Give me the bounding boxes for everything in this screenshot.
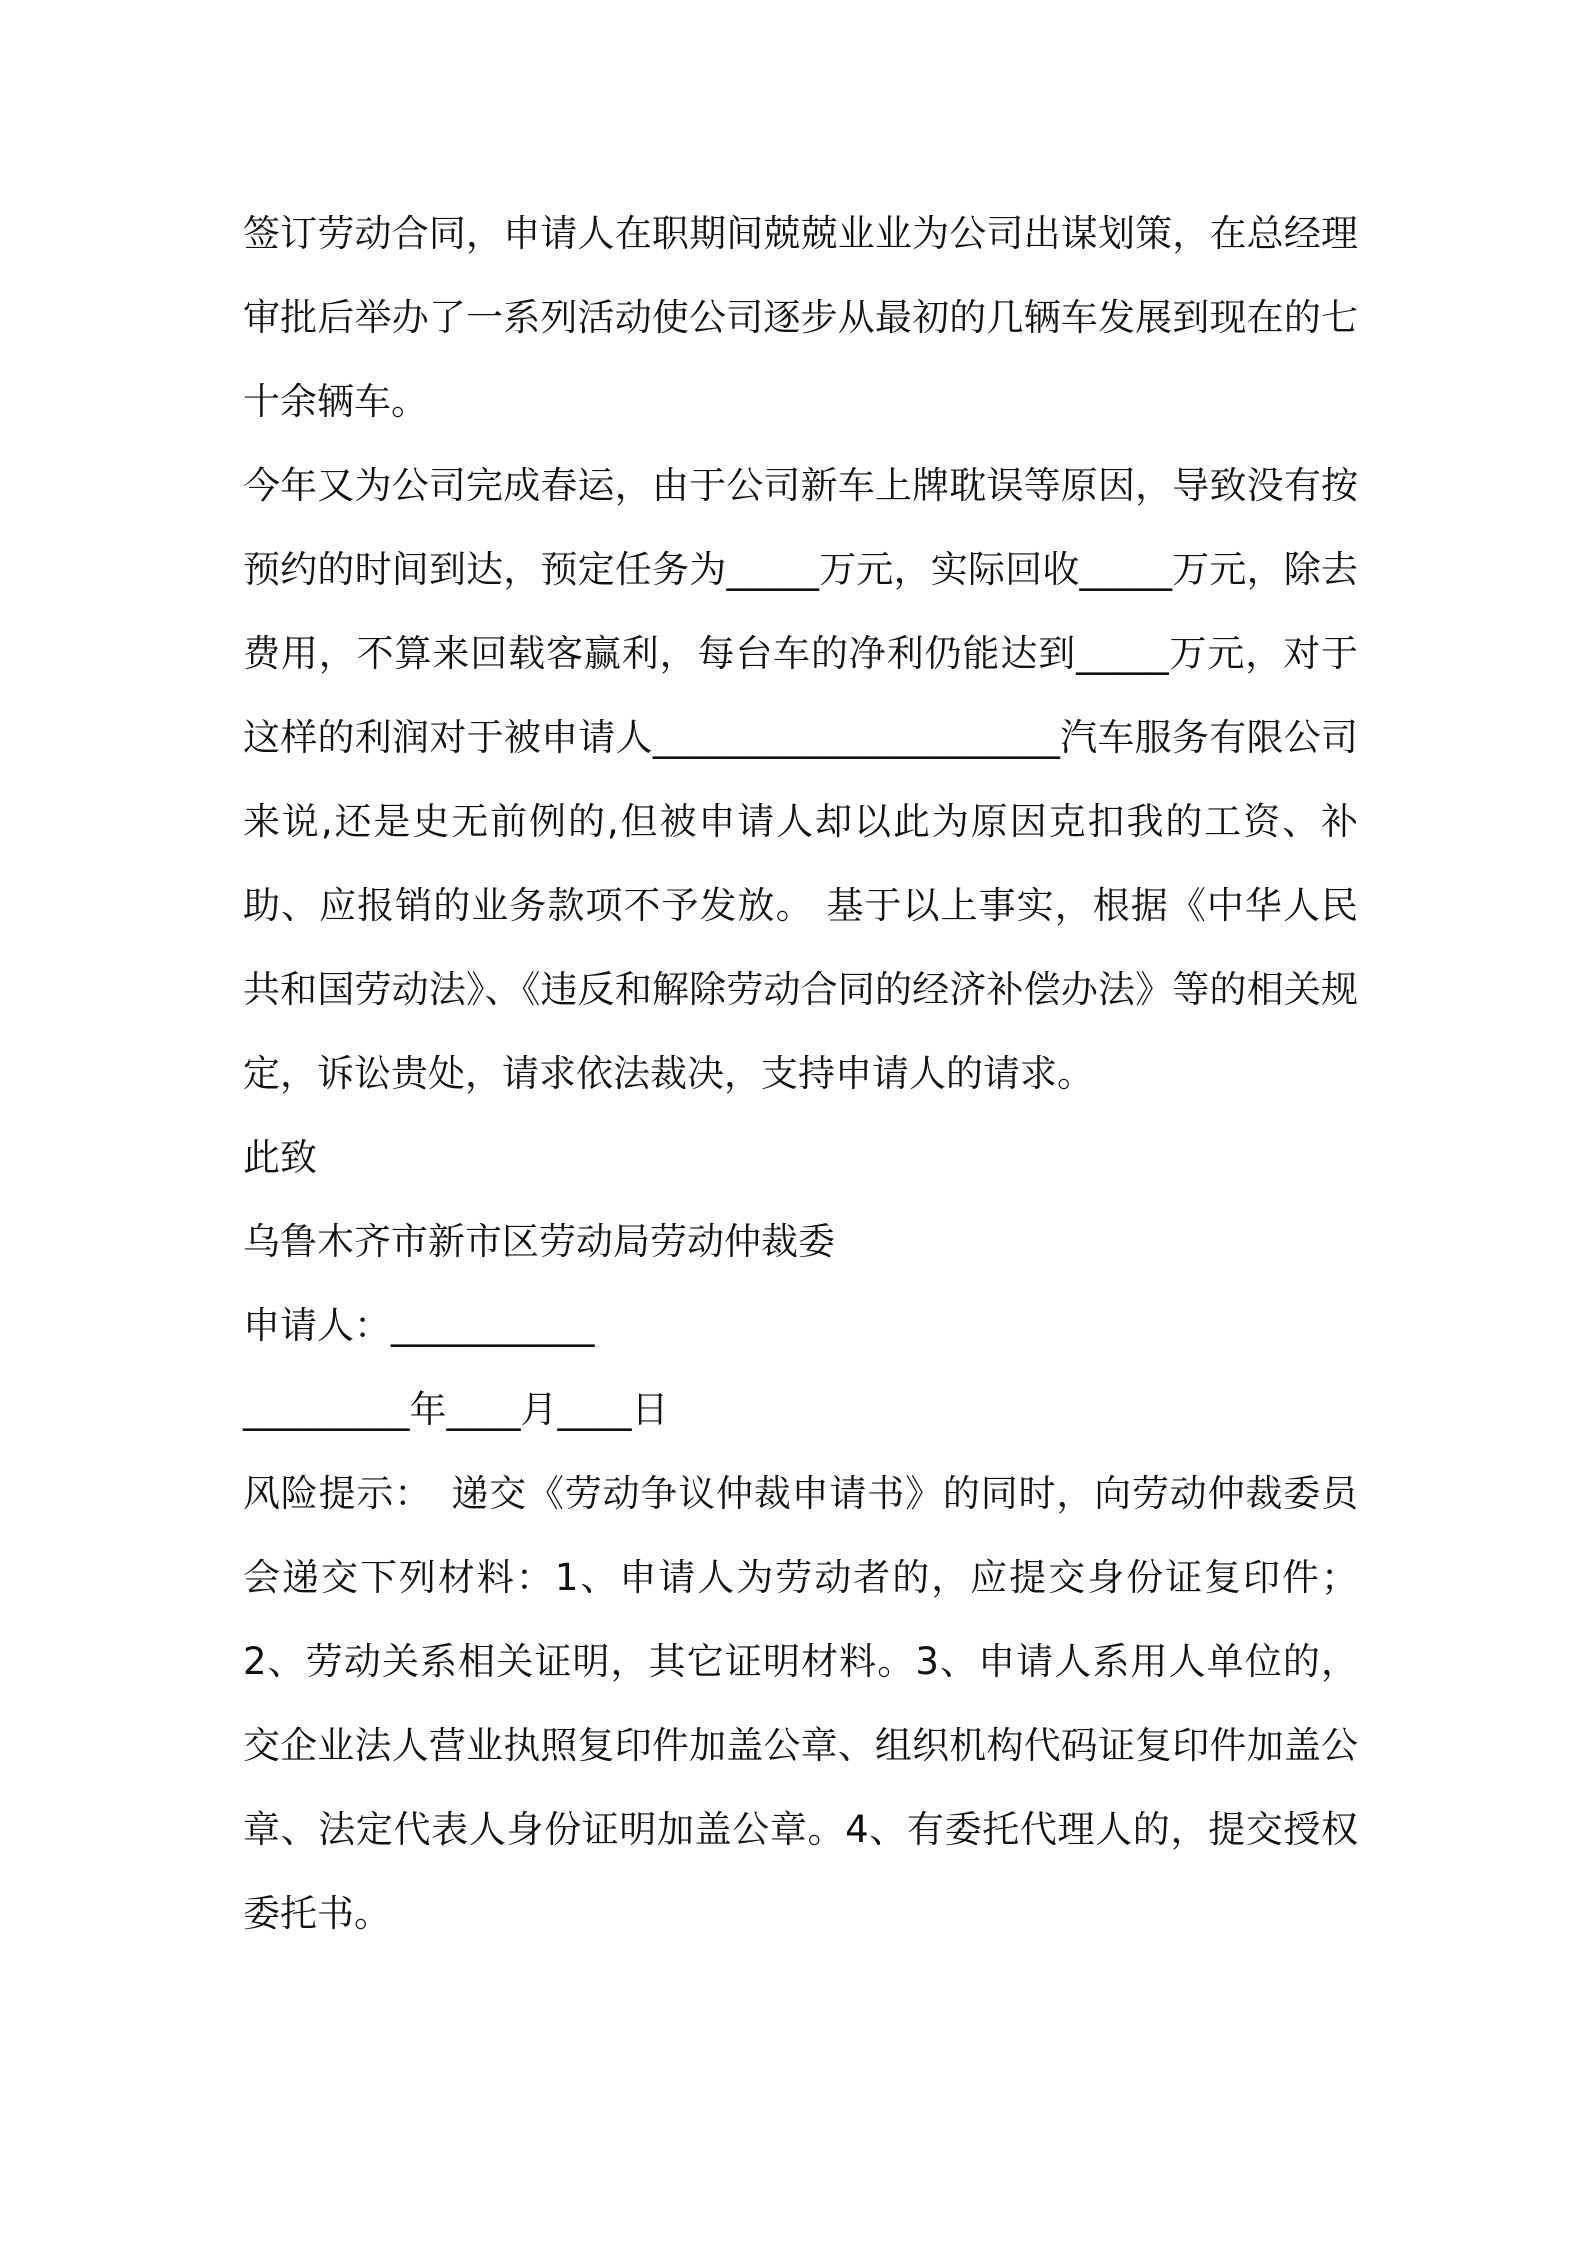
paragraph-employment-history: 签订劳动合同，申请人在职期间兢兢业业为公司出谋划策，在总经理审批后举办了一系列活动使公司逐步从最初的几辆车发展到现在的七十余辆车。 — [243, 212, 1358, 423]
risk-notice-paragraph: 风险提示： 递交《劳动争议仲裁申请书》的同时，向劳动仲裁委员会递交下列材料：1、申请人为劳动者的，应提交身份证复印件；2、劳动关系相关证明，其它证明材料。3、申请人系用人单位的，交企业法人营业执照复印件加盖公章、组织机构代码证复印件加盖公章、法定代表人身份证明加盖公章。4、有委托代理人的，提交授权委托书。 — [243, 1472, 1358, 1935]
date-line: _________年____月____日 — [243, 1388, 669, 1431]
document-body — [243, 192, 1358, 1956]
closing-salutation: 此致 — [243, 1136, 317, 1179]
applicant-signature-line: 申请人：___________ — [243, 1304, 595, 1347]
recipient-line: 乌鲁木齐市新市区劳动局劳动仲裁委 — [243, 1220, 835, 1263]
paragraph-facts-and-request: 今年又为公司完成春运，由于公司新车上牌耽误等原因，导致没有按预约的时间到达，预定任务为_____万元，实际回收_____万元，除去费用，不算来回载客赢利，每台车的净利仍能达到_____万元，对于这样的利润对于被申请人______________________汽车服务有限公司来说,还是史无前例的,但被申请人却以此为原因克扣我的工资、补助、应报销的业务款项不予发放。 基于以上事实，根据《中华人民共和国劳动法》、《违反和解除劳动合同的经济补偿办法》等的相关规定，诉讼贵处，请求依法裁决，支持申请人的请求。 — [243, 464, 1358, 1095]
